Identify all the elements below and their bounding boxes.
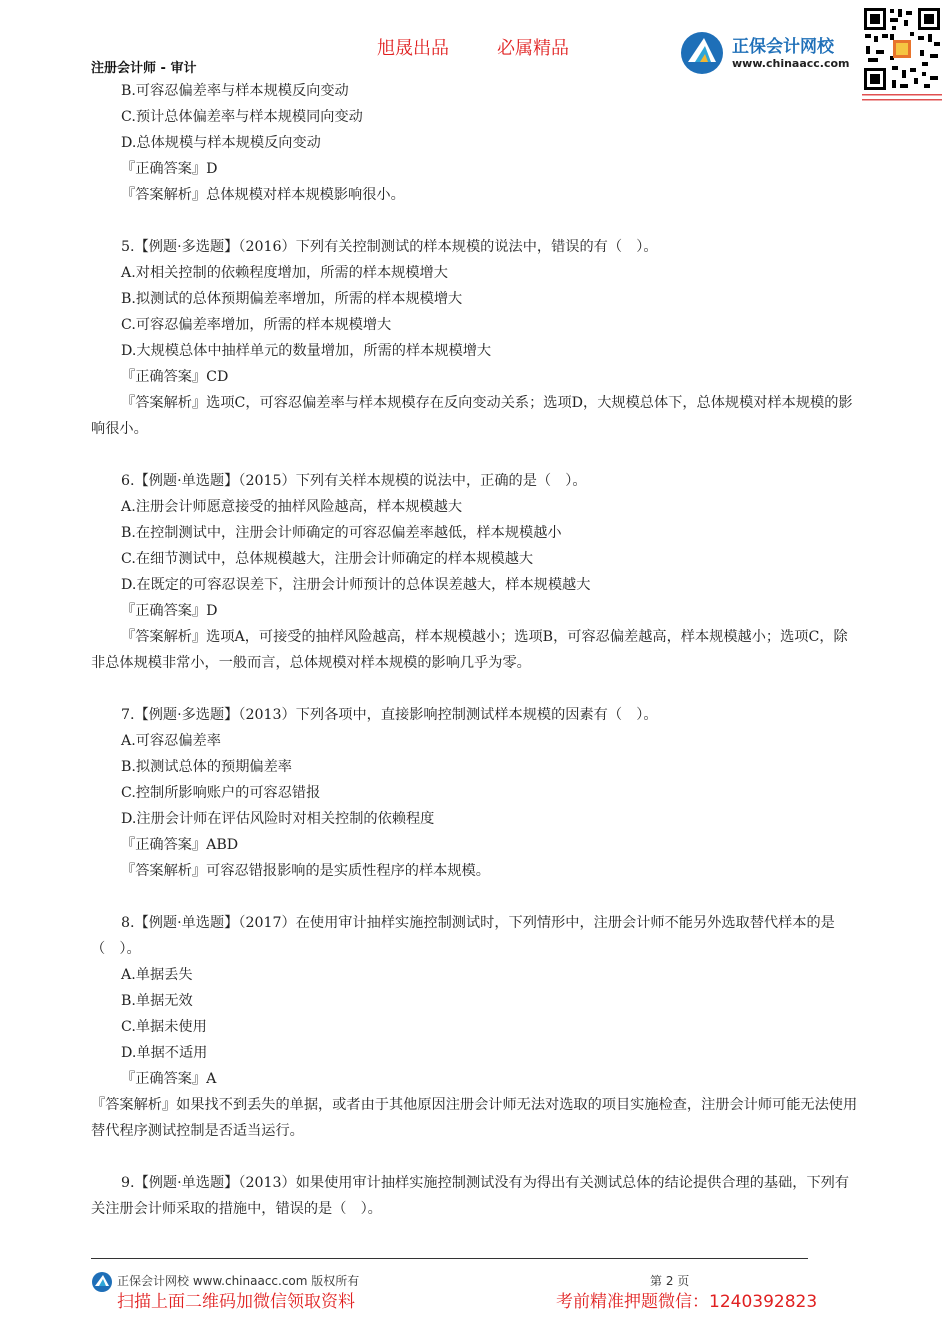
q5-option: C.可容忍偏差率增加，所需的样本规模增大	[121, 317, 392, 333]
q5-option: D.大规模总体中抽样单元的数量增加，所需的样本规模增大	[121, 343, 492, 359]
page-number: 第 2 页	[650, 1274, 690, 1288]
q8-option: C.单据未使用	[121, 1019, 207, 1035]
q8-option: A.单据丢失	[121, 967, 193, 983]
subject-title: 注册会计师 - 审计	[91, 61, 197, 76]
q4-option-c: C.预计总体偏差率与样本规模同向变动	[121, 109, 363, 125]
q7-option: D.注册会计师在评估风险时对相关控制的依赖程度	[121, 811, 435, 827]
q5-option: A.对相关控制的依赖程度增加，所需的样本规模增大	[121, 265, 448, 281]
q8-answer: 『正确答案』A	[121, 1071, 217, 1087]
q8-option: D.单据不适用	[121, 1045, 208, 1061]
q6-option: C.在细节测试中，总体规模越大，注册会计师确定的样本规模越大	[121, 551, 534, 567]
footer-divider	[91, 1258, 808, 1259]
q5-analysis: 『答案解析』选项C，可容忍偏差率与样本规模存在反向变动关系；选项D，大规模总体下，总体规模对样本规模的影响很小。	[91, 395, 853, 437]
logo-name: 正保会计网校	[732, 37, 834, 57]
q7-option: B.拟测试总体的预期偏差率	[121, 759, 292, 775]
q4-analysis: 『答案解析』总体规模对样本规模影响很小。	[121, 187, 405, 203]
q7-option: A.可容忍偏差率	[121, 733, 221, 749]
q6-option: A.注册会计师愿意接受的抽样风险越高，样本规模越大	[121, 499, 463, 515]
q7-title: 7.【例题·多选题】（2013）下列各项中，直接影响控制测试样本规模的因素有（ ）。	[121, 707, 658, 723]
q4-option-d: D.总体规模与样本规模反向变动	[121, 135, 321, 151]
header-slogan-left: 旭晟出品	[377, 38, 449, 59]
footer-copyright: 正保会计网校 www.chinaacc.com 版权所有	[117, 1274, 360, 1288]
q7-answer: 『正确答案』ABD	[121, 837, 239, 853]
brand-logo	[678, 30, 858, 76]
promo-left: 扫描上面二维码加微信领取资料	[117, 1292, 355, 1312]
q9-title: 9.【例题·单选题】（2013）如果使用审计抽样实施控制测试没有为得出有关测试总体的结论提供合理的基础，下列有关注册会计师采取的措施中，错误的是（ ）。	[91, 1175, 850, 1217]
q6-title: 6.【例题·单选题】（2015）下列有关样本规模的说法中，正确的是（ ）。	[121, 473, 587, 489]
q5-title: 5.【例题·多选题】（2016）下列有关控制测试的样本规模的说法中，错误的有（ ）。	[121, 239, 658, 255]
qr-code	[862, 6, 942, 92]
logo-mark-icon	[678, 30, 726, 76]
q5-option: B.拟测试的总体预期偏差率增加，所需的样本规模增大	[121, 291, 463, 307]
q7-option: C.控制所影响账户的可容忍错报	[121, 785, 321, 801]
q6-analysis: 『答案解析』选项A，可接受的抽样风险越高，样本规模越小；选项B，可容忍偏差越高，样本规模越小；选项C，除非总体规模非常小，一般而言，总体规模对样本规模的影响几乎为零。	[91, 629, 848, 671]
q6-option: B.在控制测试中，注册会计师确定的可容忍偏差率越低，样本规模越小	[121, 525, 562, 541]
q5-answer: 『正确答案』CD	[121, 369, 229, 385]
q6-answer: 『正确答案』D	[121, 603, 218, 619]
q6-option: D.在既定的可容忍误差下，注册会计师预计的总体误差越大，样本规模越大	[121, 577, 591, 593]
q7-analysis: 『答案解析』可容忍错报影响的是实质性程序的样本规模。	[121, 863, 490, 879]
q4-option-b: B.可容忍偏差率与样本规模反向变动	[121, 83, 349, 99]
logo-url: www.chinaacc.com	[732, 57, 850, 70]
header-slogan-right: 必属精品	[497, 38, 569, 59]
q4-answer: 『正确答案』D	[121, 161, 218, 177]
footer-logo-icon	[91, 1271, 113, 1297]
promo-right: 考前精准押题微信：1240392823	[556, 1292, 818, 1312]
q8-title: 8.【例题·单选题】（2017）在使用审计抽样实施控制测试时，下列情形中，注册会计师不能另外选取替代样本的是（ ）。	[91, 915, 835, 957]
q8-analysis: 『答案解析』如果找不到丢失的单据，或者由于其他原因注册会计师无法对选取的项目实施检查，注册会计师可能无法使用替代程序测试控制是否适当运行。	[91, 1097, 858, 1139]
q8-option: B.单据无效	[121, 993, 193, 1009]
document-body	[91, 78, 859, 1222]
qr-caption	[860, 92, 946, 105]
